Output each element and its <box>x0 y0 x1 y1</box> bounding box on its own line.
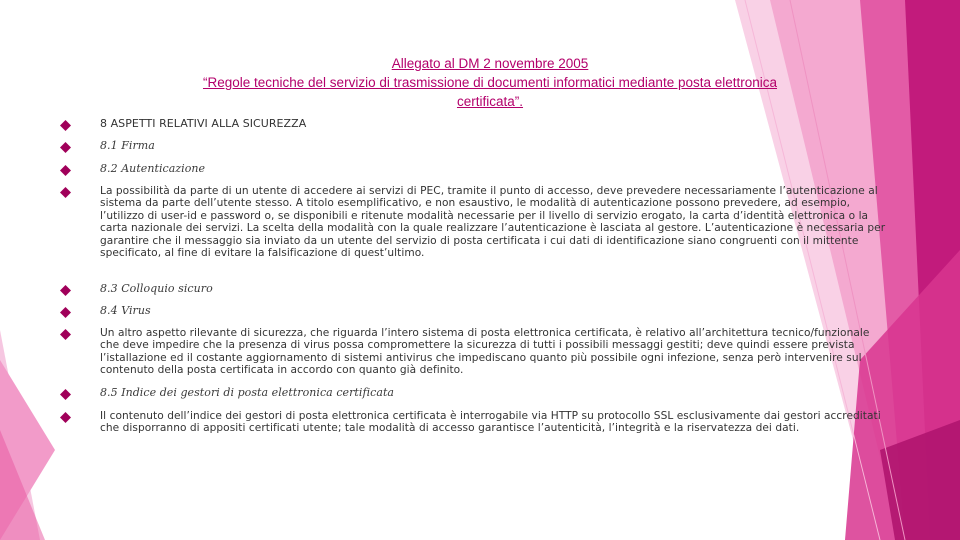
item-text: La possibilità da parte di un utente di accedere ai servizi di PEC, tramite il punto di accesso, deve prevedere necessariamente l’autenticazione al sistema da parte dell’utente stesso. A titolo esemplificativo, e non esaustivo, le modalità di autenticazione possono prevedere, ad esempio, l’utilizzo di user-id e password o, se disponibili e ritenute modalità necessarie per il livello di servizio erogato, la carta d’identità elettronica o la carta nazionale dei servizi. La scelta della modalità con la quale realizzare l’autenticazione è lasciata al gestore. L’autenticazione è necessaria per garantire che il messaggio sia inviato da un utente del servizio di posta certificata i cui dati di identificazione siano congruenti con il mittente specificato, al fine di evitare la falsificazione di quest’ultimo. <box>100 185 886 260</box>
item-text: 8.5 Indice dei gestori di posta elettronica certificata <box>100 386 395 399</box>
diamond-bullet-icon <box>60 389 71 400</box>
diamond-bullet-icon <box>60 307 71 318</box>
item-text: 8 ASPETTI RELATIVI ALLA SICUREZZA <box>100 117 307 130</box>
item-text: 8.3 Colloquio sicuro <box>100 282 213 295</box>
item-text: Un altro aspetto rilevante di sicurezza, che riguarda l’intero sistema di posta elettronica certificata, è relativo all’architettura tecnico/funzionale che deve impedire che la presenza di virus possa compromettere la sicurezza di tutti i possibili messaggi gestiti; deve quindi essere prevista l’istallazione ed il costante aggiornamento di sistemi antivirus che impediscano quanto più possibile ogni infezione, senza però intervenire sul contenuto della posta certificata in accordo con quanto già definito. <box>100 327 870 377</box>
title-line-1: Allegato al DM 2 novembre 2005 <box>391 56 589 71</box>
item-text: 8.2 Autenticazione <box>100 162 206 175</box>
diamond-bullet-icon <box>60 285 71 296</box>
title-line-2: “Regole tecniche del servizio di trasmissione di documenti informatici mediante posta elettronica <box>202 75 778 90</box>
diamond-bullet-icon <box>60 165 71 176</box>
diamond-bullet-icon <box>60 142 71 153</box>
item-text: 8.1 Firma <box>100 139 155 152</box>
diamond-bullet-icon <box>60 412 71 423</box>
diamond-bullet-icon <box>60 187 71 198</box>
item-text: 8.4 Virus <box>100 304 151 317</box>
item-text: Il contenuto dell’indice dei gestori di posta elettronica certificata è interrogabile via HTTP su protocollo SSL esclusivamente dai gestori accreditati che disporranno di appositi certificati utente; tale modalità di accesso garantisce l’autenticità, l’integrità e la riservatezza dei dati. <box>100 410 881 435</box>
title-line-3: certificata”. <box>456 94 524 109</box>
slide-title <box>100 54 880 111</box>
diamond-bullet-icon <box>60 329 71 340</box>
diamond-bullet-icon <box>60 120 71 131</box>
